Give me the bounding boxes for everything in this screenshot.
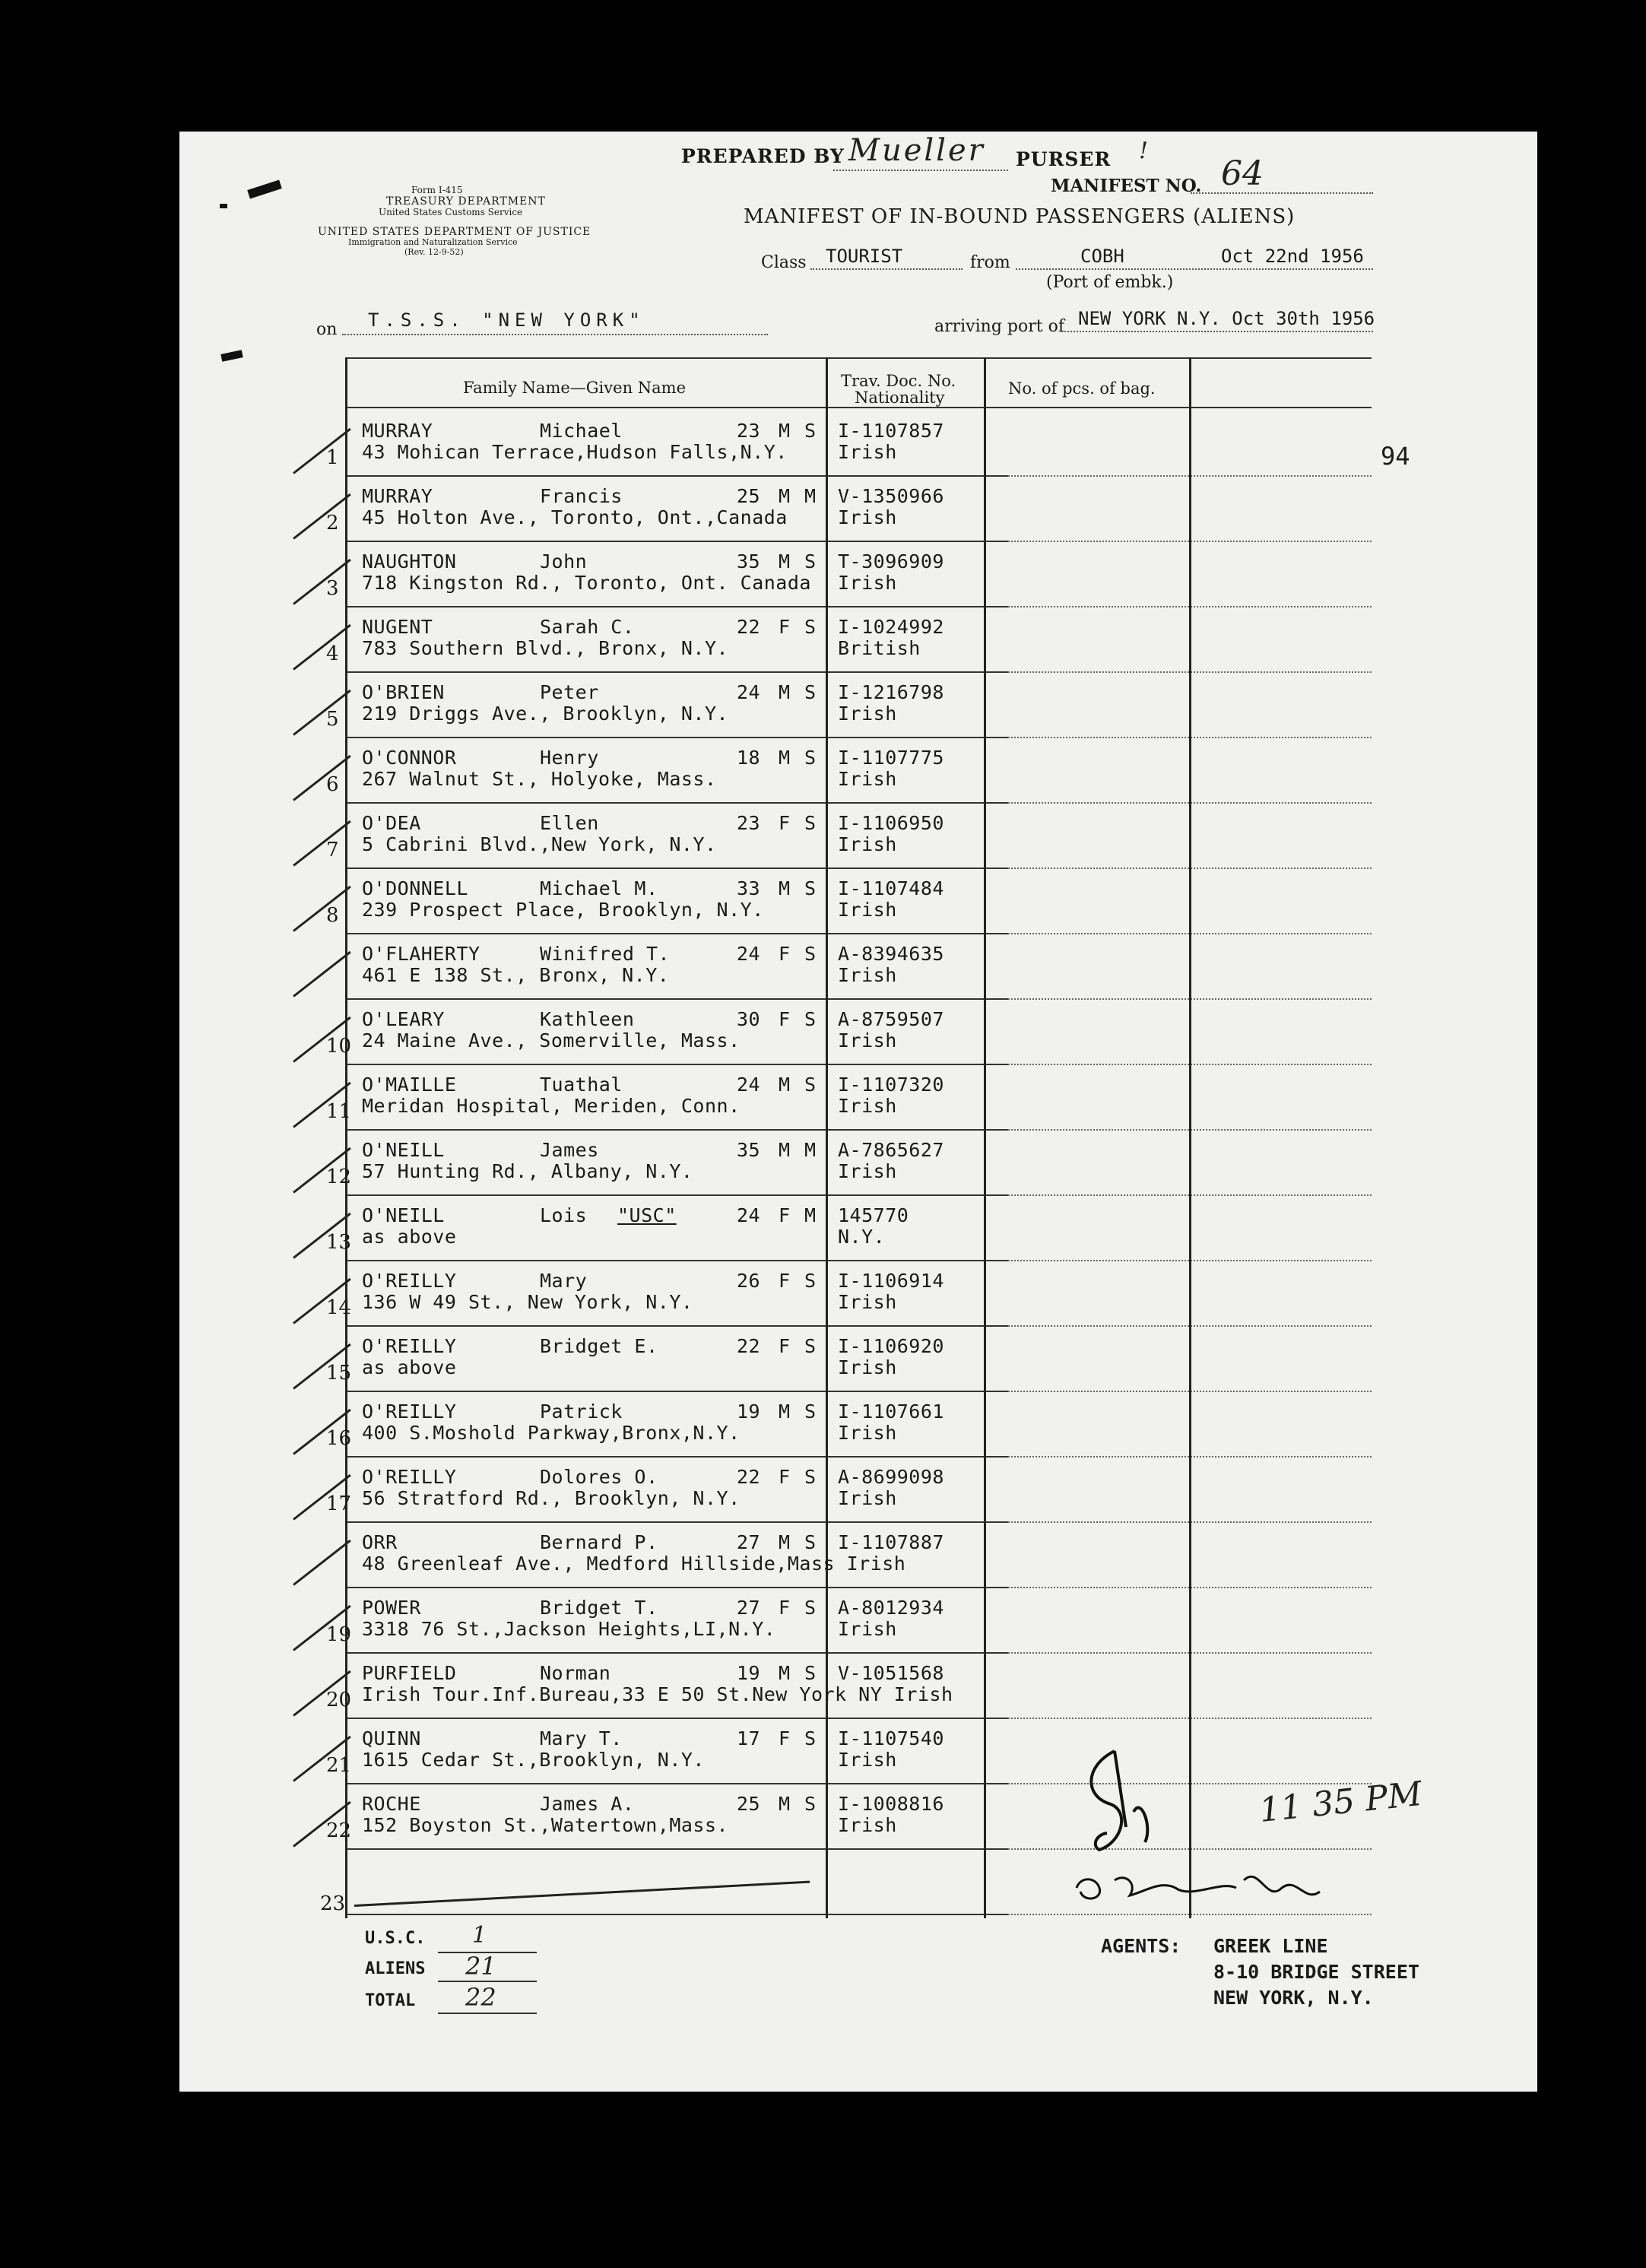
given-name: Winifred T. bbox=[540, 943, 671, 965]
arriving-label: arriving port of bbox=[934, 317, 1064, 336]
nationality: Irish bbox=[838, 1749, 897, 1771]
row-divider bbox=[347, 1194, 1008, 1196]
row-divider bbox=[347, 671, 1008, 673]
sex: F bbox=[779, 943, 791, 965]
arriving-line bbox=[1061, 331, 1373, 332]
sex: F bbox=[779, 1597, 791, 1619]
family-name: PURFIELD bbox=[362, 1662, 457, 1684]
nationality: Irish bbox=[838, 964, 897, 986]
row-divider bbox=[347, 1848, 1008, 1850]
sex: M bbox=[779, 1793, 791, 1815]
total-value: 22 bbox=[465, 1983, 496, 2012]
agents-line-2: 8-10 BRIDGE STREET bbox=[1213, 1961, 1419, 1983]
family-name: O'NEILL bbox=[362, 1204, 445, 1226]
nationality: Irish bbox=[838, 1356, 897, 1378]
age: 22 bbox=[737, 616, 761, 638]
sex: F bbox=[779, 616, 791, 638]
marital-status: M bbox=[804, 1139, 817, 1161]
aliens-value: 21 bbox=[465, 1952, 496, 1981]
treasury-dept: TREASURY DEPARTMENT bbox=[386, 195, 546, 208]
marital-status: S bbox=[804, 1074, 817, 1096]
age: 25 bbox=[737, 1793, 761, 1815]
row-divider bbox=[347, 802, 1008, 804]
address: 267 Walnut St., Holyoke, Mass. bbox=[362, 768, 717, 790]
nationality: Irish bbox=[838, 1160, 897, 1182]
travel-doc-no: I-1107320 bbox=[838, 1074, 944, 1096]
travel-doc-no: I-1106920 bbox=[838, 1335, 944, 1357]
date-value: Oct 22nd 1956 bbox=[1221, 246, 1364, 267]
col-header-doc-2: Nationality bbox=[855, 389, 945, 407]
age: 22 bbox=[737, 1335, 761, 1357]
age: 19 bbox=[737, 1400, 761, 1423]
table-header-border bbox=[345, 407, 1372, 408]
given-name: Dolores O. bbox=[540, 1466, 658, 1488]
given-name: Patrick bbox=[540, 1400, 623, 1423]
family-name: O'REILLY bbox=[362, 1270, 457, 1292]
nationality: Irish bbox=[838, 833, 897, 855]
marital-status: S bbox=[804, 1727, 817, 1749]
usc-label: U.S.C. bbox=[365, 1929, 426, 1948]
check-mark bbox=[293, 1540, 351, 1586]
family-name: ORR bbox=[362, 1531, 398, 1553]
check-mark bbox=[293, 820, 351, 867]
col-header-name: Family Name—Given Name bbox=[463, 379, 687, 397]
marital-status: S bbox=[804, 1531, 817, 1553]
marital-status: S bbox=[804, 877, 817, 899]
sex: F bbox=[779, 1335, 791, 1357]
age: 23 bbox=[737, 420, 761, 442]
row-number: 16 bbox=[326, 1427, 352, 1450]
nationality: Irish bbox=[838, 1487, 897, 1509]
address: 56 Stratford Rd., Brooklyn, N.Y. bbox=[362, 1487, 741, 1509]
address: Meridan Hospital, Meriden, Conn. bbox=[362, 1095, 741, 1117]
check-mark bbox=[293, 624, 351, 671]
port-caption: (Port of embk.) bbox=[1046, 273, 1174, 292]
marital-status: S bbox=[804, 681, 817, 703]
row-number: 21 bbox=[326, 1754, 352, 1777]
given-name: Sarah C. bbox=[540, 616, 635, 638]
row-divider bbox=[347, 1652, 1008, 1654]
age: 24 bbox=[737, 1074, 761, 1096]
travel-doc-no: I-1107661 bbox=[838, 1400, 944, 1423]
row-number: 10 bbox=[326, 1035, 352, 1058]
prepared-by-label: PREPARED BY bbox=[681, 145, 845, 167]
family-name: O'LEARY bbox=[362, 1008, 445, 1030]
given-name: Kathleen bbox=[540, 1008, 635, 1030]
age: 27 bbox=[737, 1597, 761, 1619]
travel-doc-no: A-8699098 bbox=[838, 1466, 944, 1488]
row-number: 12 bbox=[326, 1166, 352, 1188]
row-divider bbox=[347, 606, 1008, 607]
address: 239 Prospect Place, Brooklyn, N.Y. bbox=[362, 899, 764, 921]
given-name: Francis bbox=[540, 485, 623, 507]
family-name: MURRAY bbox=[362, 420, 433, 442]
age: 17 bbox=[737, 1727, 761, 1749]
travel-doc-no: I-1107887 bbox=[838, 1531, 944, 1553]
date-line bbox=[1198, 268, 1373, 270]
travel-doc-no: A-8759507 bbox=[838, 1008, 944, 1030]
row-number: 15 bbox=[326, 1362, 352, 1385]
address: 48 Greenleaf Ave., Medford Hillside,Mass Irish bbox=[362, 1553, 906, 1575]
marital-status: S bbox=[804, 747, 817, 769]
col-header-bags: No. of pcs. of bag. bbox=[1008, 379, 1156, 398]
purser-mark: ! bbox=[1139, 138, 1149, 164]
family-name: O'MAILLE bbox=[362, 1074, 457, 1096]
family-name: NUGENT bbox=[362, 616, 433, 638]
sex: F bbox=[779, 1008, 791, 1030]
marital-status: M bbox=[804, 1204, 817, 1226]
on-label: on bbox=[316, 320, 338, 339]
row-number: 8 bbox=[326, 904, 339, 927]
row-divider bbox=[347, 1718, 1008, 1719]
age: 18 bbox=[737, 747, 761, 769]
travel-doc-no: I-1106914 bbox=[838, 1270, 944, 1292]
given-name: Bridget T. bbox=[540, 1597, 658, 1619]
nationality: Irish bbox=[838, 703, 897, 725]
family-name: ROCHE bbox=[362, 1793, 421, 1815]
punch-mark bbox=[220, 350, 243, 362]
address: 219 Driggs Ave., Brooklyn, N.Y. bbox=[362, 703, 729, 725]
marital-status: S bbox=[804, 616, 817, 638]
given-name: Michael M. bbox=[540, 877, 658, 899]
age: 35 bbox=[737, 1139, 761, 1161]
marital-status: S bbox=[804, 420, 817, 442]
check-mark bbox=[293, 559, 351, 605]
given-name: Ellen bbox=[540, 812, 599, 834]
address: Irish Tour.Inf.Bureau,33 E 50 St.New York NY Irish bbox=[362, 1683, 953, 1705]
row-divider bbox=[347, 1260, 1008, 1261]
nationality: Irish bbox=[838, 506, 897, 528]
travel-doc-no: I-1107775 bbox=[838, 747, 944, 769]
class-line bbox=[810, 268, 963, 270]
inspector-signature bbox=[1069, 1736, 1403, 1911]
total-line bbox=[438, 2013, 537, 2014]
row-number: 17 bbox=[326, 1492, 352, 1515]
form-rev: (Rev. 12-9-52) bbox=[404, 247, 464, 257]
given-name: Bernard P. bbox=[540, 1531, 658, 1553]
col-divider-end bbox=[1189, 357, 1191, 1918]
given-name: Norman bbox=[540, 1662, 611, 1684]
marital-status: S bbox=[804, 1335, 817, 1357]
agents-line-3: NEW YORK, N.Y. bbox=[1213, 1987, 1374, 2009]
family-name: MURRAY bbox=[362, 485, 433, 507]
row-number: 7 bbox=[326, 839, 339, 861]
closing-line bbox=[354, 1881, 810, 1907]
family-name: O'DONNELL bbox=[362, 877, 468, 899]
nationality: Irish bbox=[838, 768, 897, 790]
row-number: 19 bbox=[326, 1623, 352, 1646]
nationality: Irish bbox=[838, 1029, 897, 1052]
family-name: O'FLAHERTY bbox=[362, 943, 480, 965]
check-mark bbox=[293, 493, 351, 540]
usc-marker: "USC" bbox=[617, 1204, 677, 1226]
age: 24 bbox=[737, 1204, 761, 1226]
family-name: O'REILLY bbox=[362, 1335, 457, 1357]
given-name: Tuathal bbox=[540, 1074, 623, 1096]
family-name: O'DEA bbox=[362, 812, 421, 834]
check-mark bbox=[293, 755, 351, 801]
travel-doc-no: I-1107857 bbox=[838, 420, 944, 442]
given-name: James A. bbox=[540, 1793, 635, 1815]
marital-status: S bbox=[804, 1793, 817, 1815]
sex: M bbox=[779, 1400, 791, 1423]
marital-status: S bbox=[804, 1466, 817, 1488]
marital-status: S bbox=[804, 550, 817, 573]
family-name: O'BRIEN bbox=[362, 681, 445, 703]
family-name: O'CONNOR bbox=[362, 747, 457, 769]
address: 57 Hunting Rd., Albany, N.Y. bbox=[362, 1160, 693, 1182]
sex: M bbox=[779, 485, 791, 507]
travel-doc-no: I-1107540 bbox=[838, 1727, 944, 1749]
arriving-value: NEW YORK N.Y. Oct 30th 1956 bbox=[1078, 308, 1375, 329]
marital-status: S bbox=[804, 1662, 817, 1684]
family-name: POWER bbox=[362, 1597, 421, 1619]
form-number: Form I-415 bbox=[411, 185, 463, 195]
row-number: 11 bbox=[326, 1100, 352, 1123]
punch-mark bbox=[220, 204, 227, 208]
sex: M bbox=[779, 420, 791, 442]
travel-doc-no: I-1024992 bbox=[838, 616, 944, 638]
address: 152 Boyston St.,Watertown,Mass. bbox=[362, 1814, 729, 1836]
travel-doc-no: I-1107484 bbox=[838, 877, 944, 899]
given-name: John bbox=[540, 550, 588, 573]
row-number: 1 bbox=[326, 446, 339, 469]
family-name: NAUGHTON bbox=[362, 550, 457, 573]
age: 26 bbox=[737, 1270, 761, 1292]
given-name: Mary T. bbox=[540, 1727, 623, 1749]
manifest-no-value: 64 bbox=[1221, 154, 1264, 193]
purser-label: PURSER bbox=[1016, 148, 1112, 170]
travel-doc-no: V-1051568 bbox=[838, 1662, 944, 1684]
row-number: 3 bbox=[326, 577, 339, 600]
marital-status: S bbox=[804, 812, 817, 834]
customs-service: United States Customs Service bbox=[379, 207, 523, 217]
travel-doc-no: T-3096909 bbox=[838, 550, 944, 573]
age: 35 bbox=[737, 550, 761, 573]
address: 1615 Cedar St.,Brooklyn, N.Y. bbox=[362, 1749, 705, 1771]
nationality: Irish bbox=[838, 1291, 897, 1313]
row-divider bbox=[347, 1587, 1008, 1588]
address: 5 Cabrini Blvd.,New York, N.Y. bbox=[362, 833, 717, 855]
row-divider bbox=[347, 1129, 1008, 1131]
sex: M bbox=[779, 877, 791, 899]
row-divider bbox=[347, 475, 1008, 477]
page-mark: 94 bbox=[1381, 442, 1410, 471]
check-mark bbox=[293, 690, 351, 736]
manifest-no-label: MANIFEST NO. bbox=[1051, 176, 1202, 196]
total-label: TOTAL bbox=[365, 1991, 416, 2010]
marital-status: S bbox=[804, 1400, 817, 1423]
address: 136 W 49 St., New York, N.Y. bbox=[362, 1291, 693, 1313]
nationality: Irish bbox=[838, 1814, 897, 1836]
ins-service: Immigration and Naturalization Service bbox=[348, 237, 518, 247]
ship-value: T.S.S. "NEW YORK" bbox=[368, 309, 645, 331]
row-divider bbox=[347, 1456, 1008, 1458]
given-name: Henry bbox=[540, 747, 599, 769]
travel-doc-no: A-8394635 bbox=[838, 943, 944, 965]
family-name: O'REILLY bbox=[362, 1400, 457, 1423]
table-top-border bbox=[345, 357, 1372, 359]
nationality: Irish bbox=[838, 1095, 897, 1117]
signature-time: 11 35 PM bbox=[1257, 1774, 1424, 1831]
given-name: Bridget E. bbox=[540, 1335, 658, 1357]
address: 43 Mohican Terrace,Hudson Falls,N.Y. bbox=[362, 441, 788, 463]
nationality: Irish bbox=[838, 1422, 897, 1444]
sex: M bbox=[779, 550, 791, 573]
address: 461 E 138 St., Bronx, N.Y. bbox=[362, 964, 670, 986]
address: 783 Southern Blvd., Bronx, N.Y. bbox=[362, 637, 729, 659]
row-divider bbox=[347, 933, 1008, 934]
row-number: 6 bbox=[326, 773, 339, 796]
class-label: Class bbox=[761, 253, 807, 272]
row-number: 20 bbox=[326, 1689, 352, 1711]
address: 718 Kingston Rd., Toronto, Ont. Canada bbox=[362, 572, 811, 594]
marital-status: S bbox=[804, 943, 817, 965]
manifest-title: MANIFEST OF IN-BOUND PASSENGERS (ALIENS) bbox=[744, 205, 1296, 228]
address: as above bbox=[362, 1356, 457, 1378]
sex: F bbox=[779, 812, 791, 834]
sex: M bbox=[779, 1139, 791, 1161]
col-header-doc-1: Trav. Doc. No. bbox=[841, 372, 956, 390]
travel-doc-no: V-1350966 bbox=[838, 485, 944, 507]
nationality: Irish bbox=[838, 1618, 897, 1640]
row-divider bbox=[347, 868, 1008, 869]
age: 25 bbox=[737, 485, 761, 507]
row-divider bbox=[347, 1783, 1008, 1784]
address: 24 Maine Ave., Somerville, Mass. bbox=[362, 1029, 741, 1052]
sex: F bbox=[779, 1204, 791, 1226]
given-name: James bbox=[540, 1139, 599, 1161]
travel-doc-no: I-1106950 bbox=[838, 812, 944, 834]
given-name: Lois bbox=[540, 1204, 588, 1226]
marital-status: M bbox=[804, 485, 817, 507]
manifest-no-line bbox=[1191, 192, 1373, 194]
row-divider bbox=[347, 1325, 1008, 1327]
justice-dept: UNITED STATES DEPARTMENT OF JUSTICE bbox=[318, 226, 591, 238]
row-number: 5 bbox=[326, 708, 339, 731]
check-mark bbox=[293, 428, 351, 474]
address: 45 Holton Ave., Toronto, Ont.,Canada bbox=[362, 506, 788, 528]
aliens-line bbox=[438, 1981, 537, 1982]
age: 33 bbox=[737, 877, 761, 899]
travel-doc-no: I-1216798 bbox=[838, 681, 944, 703]
age: 22 bbox=[737, 1466, 761, 1488]
sex: M bbox=[779, 747, 791, 769]
table-left-border bbox=[345, 357, 347, 1918]
sex: M bbox=[779, 1662, 791, 1684]
check-mark bbox=[293, 951, 351, 998]
agents-label: AGENTS: bbox=[1101, 1935, 1181, 1957]
row-number: 14 bbox=[326, 1296, 352, 1319]
row-number: 22 bbox=[326, 1819, 352, 1842]
aliens-label: ALIENS bbox=[365, 1959, 426, 1978]
marital-status: S bbox=[804, 1597, 817, 1619]
row-number: 4 bbox=[326, 642, 339, 665]
nationality: British bbox=[838, 637, 921, 659]
marital-status: S bbox=[804, 1008, 817, 1030]
nationality: Irish bbox=[838, 441, 897, 463]
age: 30 bbox=[737, 1008, 761, 1030]
age: 24 bbox=[737, 681, 761, 703]
sex: F bbox=[779, 1270, 791, 1292]
age: 19 bbox=[737, 1662, 761, 1684]
address: 3318 76 St.,Jackson Heights,LI,N.Y. bbox=[362, 1618, 776, 1640]
marital-status: S bbox=[804, 1270, 817, 1292]
address: 400 S.Moshold Parkway,Bronx,N.Y. bbox=[362, 1422, 741, 1444]
sex: F bbox=[779, 1466, 791, 1488]
sex: M bbox=[779, 1074, 791, 1096]
row-divider bbox=[347, 998, 1008, 1000]
row-divider bbox=[347, 541, 1008, 542]
travel-doc-no: 145770 bbox=[838, 1204, 909, 1226]
col-divider-bags bbox=[984, 357, 986, 1918]
address: as above bbox=[362, 1226, 457, 1248]
ship-line bbox=[342, 334, 768, 335]
given-name: Peter bbox=[540, 681, 599, 703]
age: 23 bbox=[737, 812, 761, 834]
nationality: N.Y. bbox=[838, 1226, 886, 1248]
manifest-sheet bbox=[179, 132, 1537, 2092]
prepared-by-line bbox=[833, 170, 1008, 171]
row-divider bbox=[347, 1064, 1008, 1065]
nationality: Irish bbox=[838, 572, 897, 594]
row-divider bbox=[347, 1391, 1008, 1392]
check-mark bbox=[293, 886, 351, 932]
travel-doc-no: A-7865627 bbox=[838, 1139, 944, 1161]
port-value: COBH bbox=[1080, 246, 1124, 267]
row-divider bbox=[347, 1521, 1008, 1523]
row-divider bbox=[347, 1914, 1008, 1915]
sex: M bbox=[779, 681, 791, 703]
given-name: Mary bbox=[540, 1270, 588, 1292]
punch-mark bbox=[247, 179, 282, 198]
last-row-number: 23 bbox=[320, 1892, 346, 1915]
prepared-by-value: Mueller bbox=[848, 133, 985, 168]
travel-doc-no: A-8012934 bbox=[838, 1597, 944, 1619]
family-name: QUINN bbox=[362, 1727, 421, 1749]
travel-doc-no: I-1008816 bbox=[838, 1793, 944, 1815]
class-value: TOURIST bbox=[826, 246, 903, 267]
sex: M bbox=[779, 1531, 791, 1553]
age: 24 bbox=[737, 943, 761, 965]
family-name: O'REILLY bbox=[362, 1466, 457, 1488]
nationality: Irish bbox=[838, 899, 897, 921]
given-name: Michael bbox=[540, 420, 623, 442]
row-number: 13 bbox=[326, 1231, 352, 1254]
sex: F bbox=[779, 1727, 791, 1749]
age: 27 bbox=[737, 1531, 761, 1553]
usc-value: 1 bbox=[472, 1922, 487, 1949]
agents-line-1: GREEK LINE bbox=[1213, 1935, 1328, 1957]
row-divider bbox=[347, 737, 1008, 738]
from-label: from bbox=[970, 253, 1010, 272]
row-number: 2 bbox=[326, 512, 339, 534]
family-name: O'NEILL bbox=[362, 1139, 445, 1161]
